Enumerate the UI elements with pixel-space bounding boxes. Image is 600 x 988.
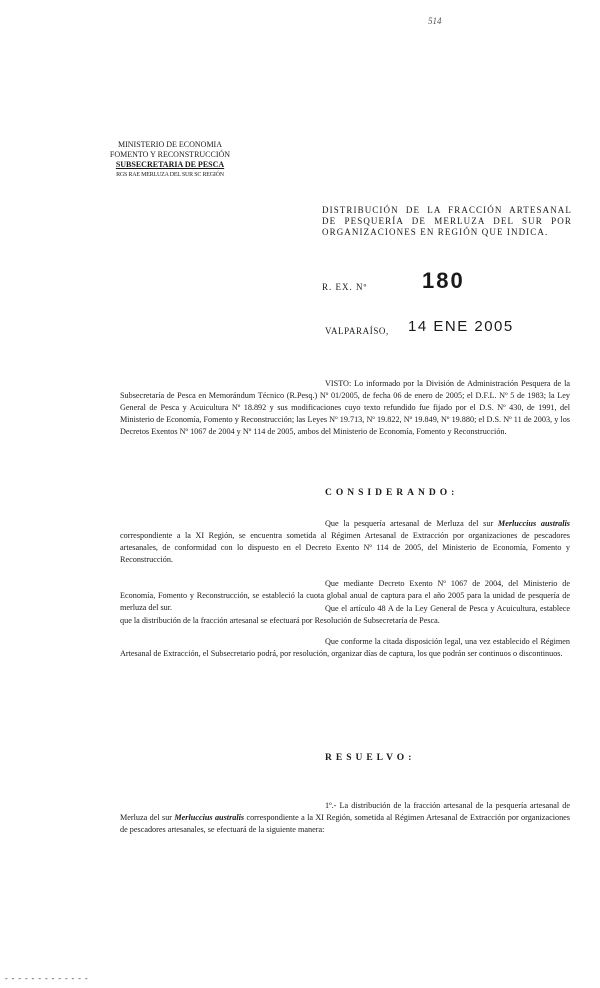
considerando-2-text: Que mediante Decreto Exento Nº 1067 de 2004, del Ministerio de Economía, Fomento y Reconstrucción, se estableció la cuota global anual de captura para el año 2005 para la unidad de pesquería de merluza del sur. — [120, 579, 570, 612]
considerando-heading: CONSIDERANDO: — [325, 488, 459, 498]
resuelvo-1-text-a: 1º.- La distribución de la fracción artesanal de la pesquería artesanal de Merluza del sur — [120, 801, 570, 822]
letterhead — [95, 140, 245, 180]
species-name: Merluccius australis — [497, 519, 570, 528]
footer-dashes: - - - - - - - - - - - - - — [5, 974, 89, 983]
ministry-name: MINISTERIO DE ECONOMIA — [118, 140, 222, 149]
place-label: VALPARAÍSO, — [325, 326, 389, 336]
subsecretaria-name: SUBSECRETARIA DE PESCA — [115, 160, 225, 169]
considerando-paragraph-4 — [120, 636, 570, 660]
resolution-number: 180 — [422, 268, 465, 293]
visto-text: Lo informado por la División de Administración Pesquera de la Subsecretaría de Pesca en Memorándum Técnico (R.Pesq.) Nº 01/2005, de fecha 06 de enero de 2005; el D.F.L. Nº 5 de 1983; la Ley General de Pesca y Acuicultura Nº 18.892 y sus modificaciones cuyo texto refundido fue fijado por el D.S. Nº 430, de 1991, del Ministerio de Economía, Fomento y Reconstrucción; las Leyes Nº 19.713, Nº 19.822, Nº 19.849, Nº 19.880; el D.S. Nº 11 de 2003, y los Decretos Exentos Nº 1067 de 2004 y Nº 114 de 2005, ambos del Ministerio de Economía, Fomento y Reconstrucción. — [120, 379, 570, 436]
considerando-paragraph-1 — [120, 518, 570, 566]
ministry-name-2: FOMENTO Y RECONSTRUCCIÓN — [109, 150, 231, 159]
visto-lead: VISTO: — [325, 379, 352, 388]
date-stamp: 14 ENE 2005 — [408, 318, 514, 335]
visto-paragraph — [120, 378, 570, 438]
page-number-mark: 514 — [428, 16, 442, 26]
document-subject: DISTRIBUCIÓN DE LA FRACCIÓN ARTESANAL DE PESQUERÍA DE MERLUZA DEL SUR POR ORGANIZACIONES EN REGIÓN QUE INDICA. — [322, 205, 572, 237]
resuelvo-1-text-b: correspondiente a la XI Región, sometida al Régimen Artesanal de Extracción por organizaciones de pescadores artesanales, se efectuará de la siguiente manera: — [120, 813, 570, 834]
considerando-4-text: Que conforme la citada disposición legal, una vez establecido el Régimen Artesanal de Extracción, el Subsecretario podrá, por resolución, organizar días de captura, los que podrán ser continuos o discontinuos. — [120, 637, 570, 658]
resolution-label: R. EX. Nº — [322, 282, 368, 292]
considerando-1-text-b: correspondiente a la XI Región, se encuentra sometida al Régimen Artesanal de Extracción por organizaciones de pescadores artesanales, de conformidad con lo dispuesto en el Decreto Exento Nº 114 de 2005, del Ministerio de Economía, Fomento y Reconstrucción. — [120, 531, 570, 564]
unit-code: RGS RAE MERLUZA DEL SUR SC REGIÓN — [116, 172, 224, 178]
resuelvo-heading: RESUELVO: — [325, 753, 416, 763]
considerando-paragraph-3 — [120, 603, 570, 627]
considerando-1-text-a: Que la pesquería artesanal de Merluza del sur — [325, 519, 498, 528]
resuelvo-paragraph-1 — [120, 800, 570, 836]
species-name: Merluccius australis — [174, 813, 245, 822]
considerando-3-text: Que el artículo 48 A de la Ley General de Pesca y Acuicultura, establece que la distribución de la fracción artesanal se efectuará por Resolución de Subsecretaría de Pesca. — [120, 604, 570, 625]
